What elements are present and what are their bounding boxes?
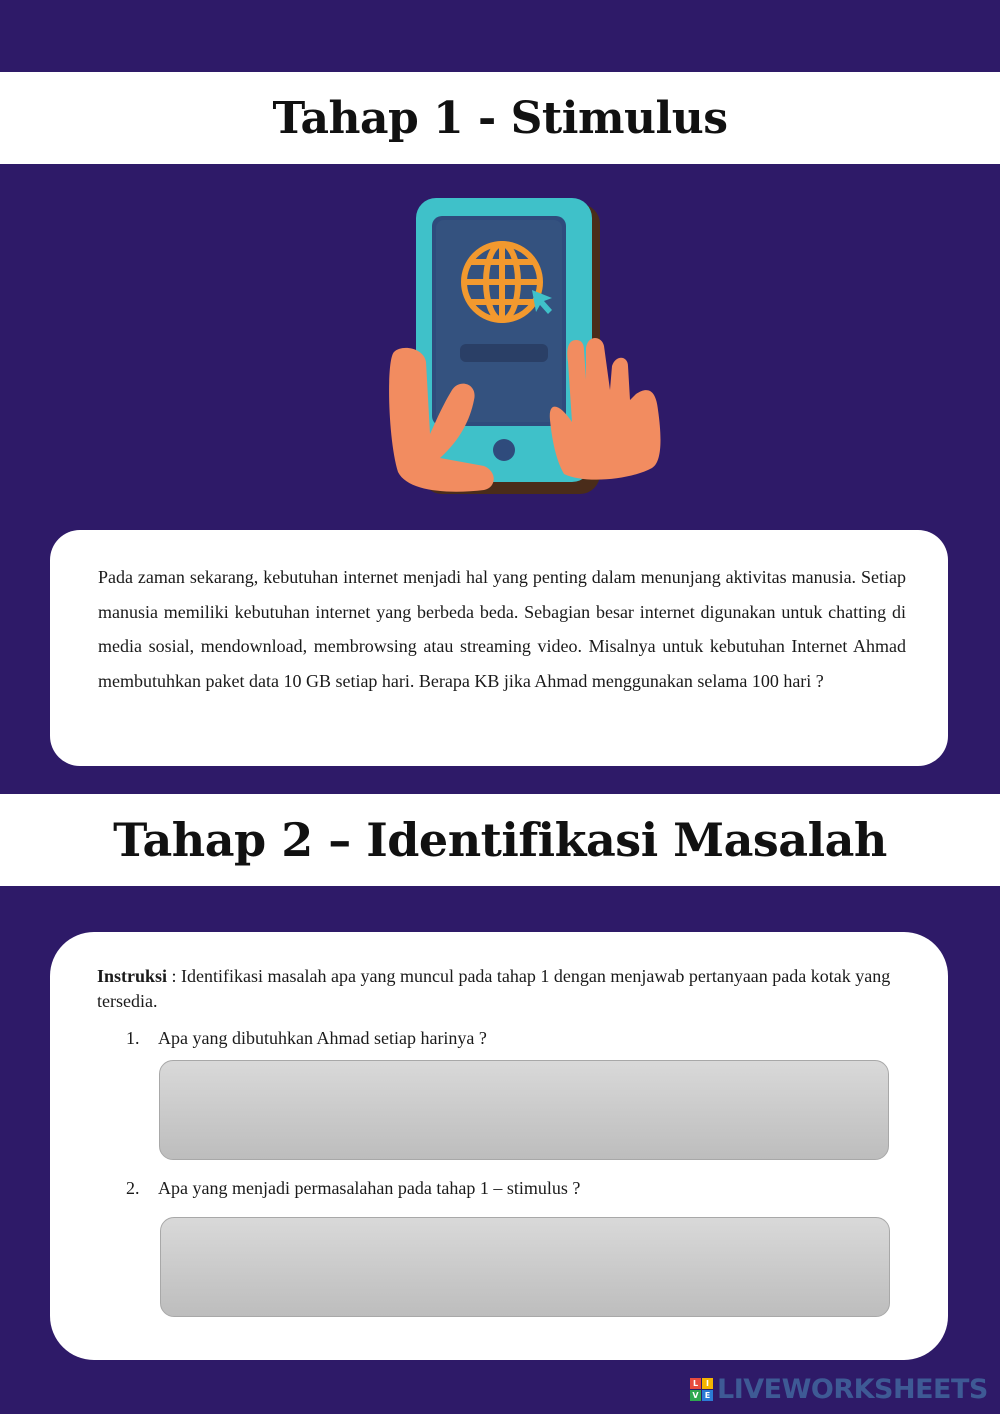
question-2-number: 2. (126, 1178, 140, 1198)
question-1 (126, 1028, 487, 1049)
instruction-text: : Identifikasi masalah apa yang muncul pada tahap 1 dengan menjawab pertanyaan pada kotak yang tersedia. (97, 966, 891, 1011)
logo-letter-e: E (702, 1390, 713, 1401)
logo-letter-v: V (690, 1390, 701, 1401)
hand-holding-phone-globe-icon (380, 190, 670, 500)
stage1-title: Tahap 1 - Stimulus (272, 92, 728, 144)
problem-identification-card (50, 932, 948, 1360)
answer-box-2[interactable] (160, 1217, 890, 1317)
logo-letter-i: I (702, 1378, 713, 1389)
stage1-header (0, 72, 1000, 164)
instruction (97, 964, 897, 1014)
answer-box-1[interactable] (159, 1060, 889, 1160)
question-2 (126, 1178, 580, 1199)
stimulus-text: Pada zaman sekarang, kebutuhan internet menjadi hal yang penting dalam menunjang aktivitas manusia. Setiap manusia memiliki kebutuhan internet yang berbeda beda. Sebagian besar internet digunakan untuk chatting di media sosial, mendownload, membrowsing atau streaming video. Misalnya untuk kebutuhan Internet Ahmad membutuhkan paket data 10 GB setiap hari. Berapa KB jika Ahmad menggunakan selama 100 hari ? (98, 567, 906, 691)
stimulus-card (50, 530, 948, 766)
instruction-label: Instruksi (97, 966, 168, 986)
question-2-text: Apa yang menjadi permasalahan pada tahap 1 – stimulus ? (158, 1178, 581, 1198)
question-1-number: 1. (126, 1028, 140, 1048)
stage2-header (0, 794, 1000, 886)
logo-letter-l: L (690, 1378, 701, 1389)
stage2-title: Tahap 2 – Identifikasi Masalah (113, 813, 887, 867)
liveworksheets-footer[interactable] (690, 1374, 988, 1404)
liveworksheets-logo-icon (690, 1378, 713, 1401)
question-1-text: Apa yang dibutuhkan Ahmad setiap harinya ? (158, 1028, 487, 1048)
brand-name: LIVEWORKSHEETS (717, 1373, 988, 1405)
